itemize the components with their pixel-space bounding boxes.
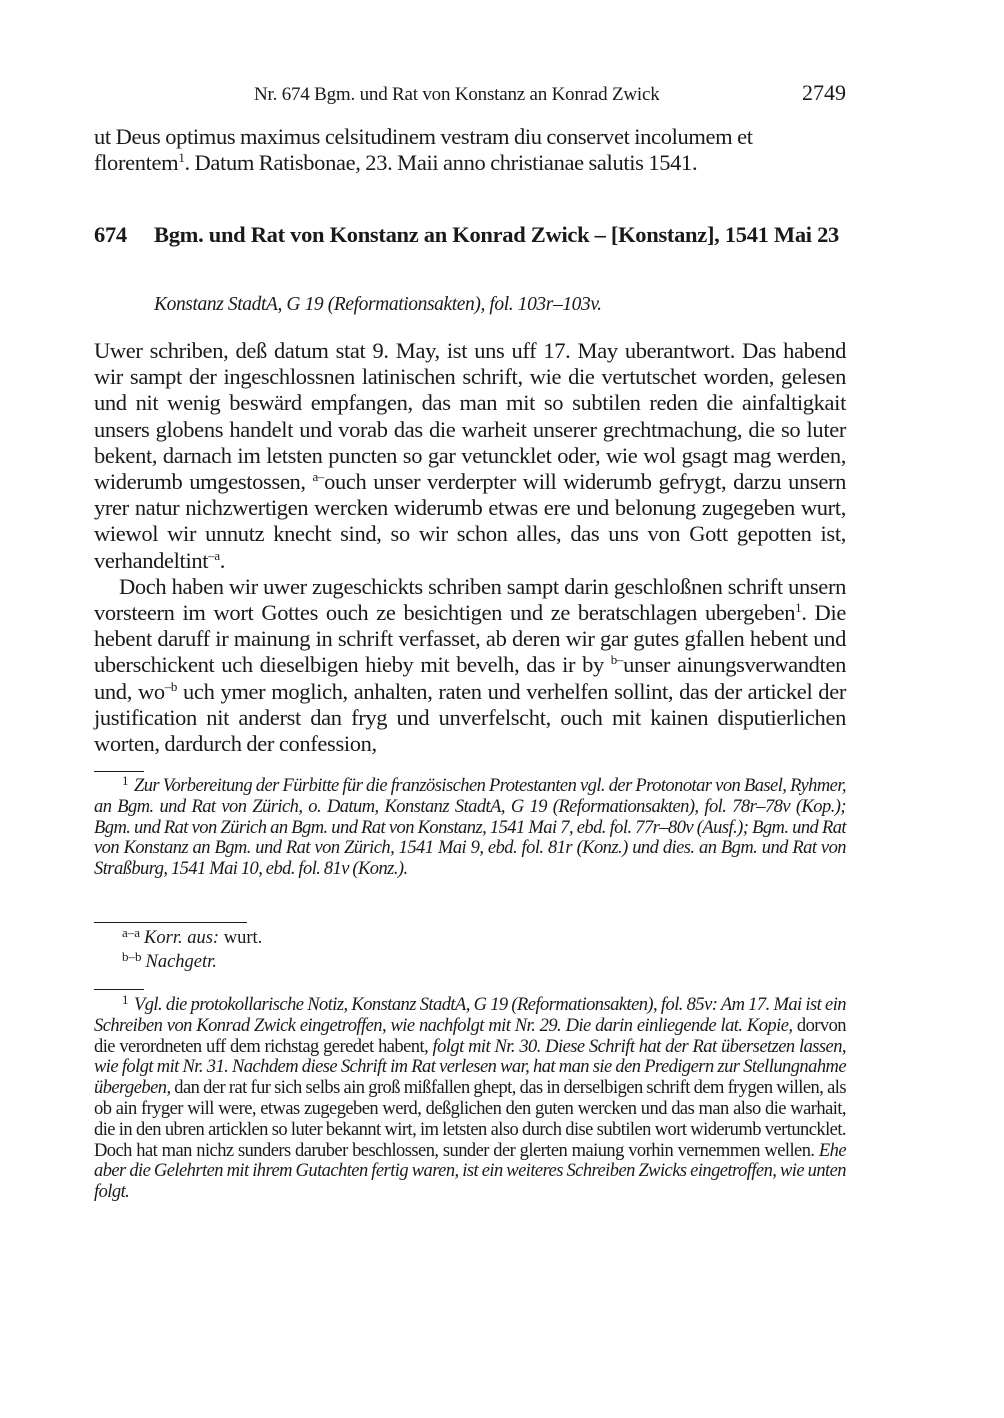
footnote-rule (94, 771, 144, 772)
footnote-mark: 1 (122, 773, 128, 788)
critical-mark: –b (164, 678, 178, 694)
critical-mark: b– (610, 652, 624, 668)
paragraph-2: Doch haben wir uwer zugeschickts schriben sampt darin geschloßnen schrift unsern vorsteern im wort Gottes ouch ze besichtigen und ze beratschlagen ubergeben$^1$. Die hebent daruff ir mainung in schrift verfasset, ab deren wir gar gutes gfallen hebent und uberschickent uch dieselbigen hieby mit bevelh, das ir by $^{b-}$unser ainungsverwandten und, $wo^{-b}$ uch ymer moglich, anhalten, raten und verhelfen sollint, das der artickel der justification nit anderst dan fryg und unverfelscht, ouch mit kainen disputierlichen worten, dardurch der confession, (94, 573, 846, 757)
critical-note-a: $^{a-a}$ Korr. aus: wurt. (122, 925, 263, 948)
footnote-1: $^1$ Vgl. die protokollarische Notiz, Konstanz StadtA, G 19 (Reformationsakten), fol. 85v: Am 17. Mai ist ein Schreiben von Konrad Zwick eingetroffen, wie nachfolgt mit Nr. 29. Die darin einliegende lat. Kopie, dorvon die verordneten uff dem richstag geredet habent, folgt mit Nr. 30. Diese Schrift hat der Rat übersetzen lassen, wie folgt mit Nr. 31. Nachdem diese Schrift im Rat verlesen war, hat man sie den Predigern zur Stellungnahme übergeben, dan der rat fur sich selbs ain groß mißfallen ghept, das in derselbigen schrift dem frygen willen, als ob ain fryger will were, etwas zugegeben werd, deßglichen den guten wercken und das man also die warhait, die in den ubren articklen so luter bekannt wirt, im letsten also durch dise subtilen wort widerumb vertuncklet. Doch hat man nichz sunders daruber beschlossen, sunder der glerten maiung vorhin vernemmen wellen. Ehe aber die Gelehrten mit ihrem Gutachten fertig waren, ist ein weiteres Schreiben Zwicks eingetroffen, wie unten folgt. (94, 992, 846, 1203)
critical-mark: –a (208, 547, 220, 563)
footnote-previous: $^1$ Zur Vorbereitung der Fürbitte für die französischen Protestanten vgl. der Protonotar von Basel, Ryhmer, an Bgm. und Rat von Zürich, o. Datum, Konstanz StadtA, G 19 (Reformationsakten), fol. 78r–78v (Kop.); Bgm. und Rat von Zürich an Bgm. und Rat von Konstanz, 1541 Mai 7, ebd. fol. 77r–80v (Ausf.); Bgm. und Rat von Konstanz an Bgm. und Rat von Zürich, 1541 Mai 9, ebd. fol. 81r (Konz.) und dies. an Bgm. und Rat von Straßburg, 1541 Mai 10, ebd. fol. 81v (Konz.). (94, 773, 846, 880)
intro-line-2: florentem$^1$. Datum Ratisbonae, 23. Maii anno christianae salutis 1541. (94, 150, 698, 176)
footnote-rule (94, 989, 144, 990)
paragraph-1: Uwer schriben, deß datum stat 9. May, ist uns uff 17. May uberantwort. Das habend wir sampt der ingeschlossnen latinischen schrift, wie die vertutschet worden, gelesen und nit wenig beswärd empfangen, das man mit so subtilen reden die ainfaltigkait unsers globens handelt und vorab das die warheit unserer grechtmachung, die so luter bekent, darnach im letsten puncten so gar vetuncklet oder, wie wol gsagt mag werden, widerumb umgestossen, $^{a-}$ouch unser verderpter will widerumb gefrygt, darzu unsern yrer natur nichzwertigen wercken widerumb etwas ere und belonung zugegeben wurt, wiewol wir unnutz knecht sind, so wir schon alles, das uns von Gott gepotten ist, verhandeltint$^{-a}$. (94, 338, 847, 573)
critical-mark: a– (312, 469, 325, 485)
document-title: Bgm. und Rat von Konstanz an Konrad Zwick – [Konstanz], 1541 Mai 23 (154, 222, 839, 247)
critical-apparatus-rule (94, 922, 247, 923)
footnote-mark: 1 (122, 992, 128, 1007)
footnote-ref: 1 (178, 150, 185, 166)
running-head (94, 80, 846, 110)
page-number: 2749 (802, 80, 846, 105)
intro-text (94, 124, 846, 176)
intro-line-1: ut Deus optimus maximus celsitudinem vestram diu conservet incolumem et (94, 124, 753, 149)
critical-note-b: $^{b-b}$ Nachgetr. (122, 949, 217, 972)
footnote-ref: 1 (795, 600, 802, 616)
document-heading (94, 222, 846, 248)
main-text (94, 338, 846, 757)
document-source: Konstanz StadtA, G 19 (Reformationsakten), fol. 103r–103v. (154, 294, 602, 315)
document-number: 674 (94, 222, 127, 247)
running-title: Nr. 674 Bgm. und Rat von Konstanz an Konrad Zwick (254, 84, 660, 105)
